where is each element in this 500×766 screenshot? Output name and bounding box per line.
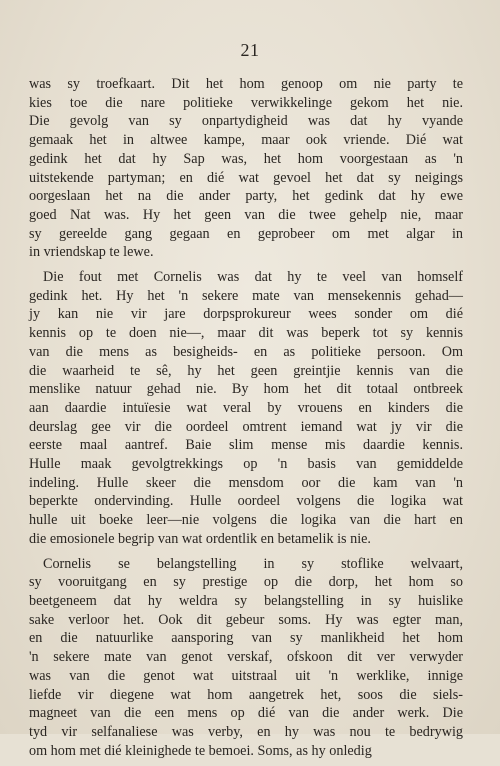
- text-line: menslike natuur gehad nie. By hom het dit totaal ontbreek: [29, 381, 463, 398]
- text-line: die emosionele begrip van wat ordentlik en betamelik is nie.: [29, 530, 371, 547]
- text-line: van die mens as besigheids- en as politieke persoon. Om: [29, 343, 463, 360]
- text-line: indeling. Hulle skeer die mensdom oor die kam van 'n: [29, 474, 463, 491]
- text-line: deurslag gee vir die oordeel omtrent iemand wat jy vir die: [29, 418, 463, 435]
- text-line: uitstekende partyman; en dié wat gevoel het dat sy neigings: [29, 169, 463, 186]
- text-line: liefde vir diegene wat hom aangetrek het, soos die siels-: [29, 686, 463, 703]
- text-line: sy gereelde gang gegaan en geprobeer om met algar in: [29, 225, 463, 242]
- paragraph: [29, 268, 463, 549]
- text-line: sy vooruitgang en sy prestige op die dorp, het hom so: [29, 574, 463, 591]
- text-line: tyd vir selfanaliese was verby, en hy was nou te bedrywig: [29, 723, 463, 740]
- text-line: kies toe die nare politieke verwikkelinge gekom het nie.: [29, 94, 463, 111]
- text-line: die waarheid te sê, hy het geen greintjie kennis van die: [29, 362, 463, 379]
- text-line: beperkte ondervinding. Hulle oordeel volgens die logika wat: [29, 493, 463, 510]
- text-line: Die gevolg van sy onpartydigheid was dat hy vyande: [29, 113, 463, 130]
- text-line: eerste maal aantref. Baie slim mense mis daardie kennis.: [29, 437, 463, 454]
- text-line: en die natuurlike aansporing van sy manlikheid het hom: [29, 630, 463, 647]
- text-line: in vriendskap te lewe.: [29, 244, 154, 261]
- text-line: jy kan nie vir jare dorpsprokureur wees sonder om dié: [29, 306, 463, 323]
- text-line: Die fout met Cornelis was dat hy te veel van homself: [43, 269, 463, 286]
- text-line: Hulle maak gevolgtrekkings op 'n basis van gemiddelde: [29, 456, 463, 473]
- text-line: gedink het. Hy het 'n sekere mate van mensekennis gehad—: [29, 287, 463, 304]
- text-line: 'n sekere mate van genot verskaf, ofskoon dit ver verwyder: [29, 649, 463, 666]
- page-number: 21: [240, 40, 260, 60]
- text-line: beetgeneem dat hy weldra sy belangstelling in sy huislike: [29, 592, 463, 609]
- paragraph: [29, 75, 463, 262]
- text-line: magneet van die een mens op dié van die ander werk. Die: [29, 705, 463, 722]
- text-line: was van die genot wat uitstraal uit 'n werklike, innige: [29, 667, 463, 684]
- text-line: was sy troefkaart. Dit het hom genoop om nie party te: [29, 76, 463, 92]
- text-line: kennis op te doen nie—, maar dit was beperk tot sy kennis: [29, 325, 463, 342]
- text-line: gemaak het in altwee kampe, maar ook vriende. Dié wat: [29, 132, 463, 149]
- text-line: om hom met dié kleinighede te bemoei. Soms, as hy onledig: [29, 742, 372, 759]
- body-text: [29, 75, 463, 766]
- text-line: gedink het dat hy Sap was, het hom voorgestaan as 'n: [29, 150, 463, 167]
- text-line: goed Nat was. Hy het geen van die twee gehelp nie, maar: [29, 206, 463, 223]
- text-line: hulle uit boeke leer—nie volgens die logika van die hart en: [29, 512, 463, 529]
- paragraph: [29, 555, 463, 761]
- text-line: sake verloor het. Ook dit gebeur soms. Hy was egter man,: [29, 611, 463, 628]
- text-line: oorgeslaan het na die ander party, het gedink dat hy ewe: [29, 188, 463, 205]
- text-line: aan daardie intuïesie wat veral by vrouens en kinders die: [29, 399, 463, 416]
- text-line: Cornelis se belangstelling in sy stoflike welvaart,: [43, 555, 463, 572]
